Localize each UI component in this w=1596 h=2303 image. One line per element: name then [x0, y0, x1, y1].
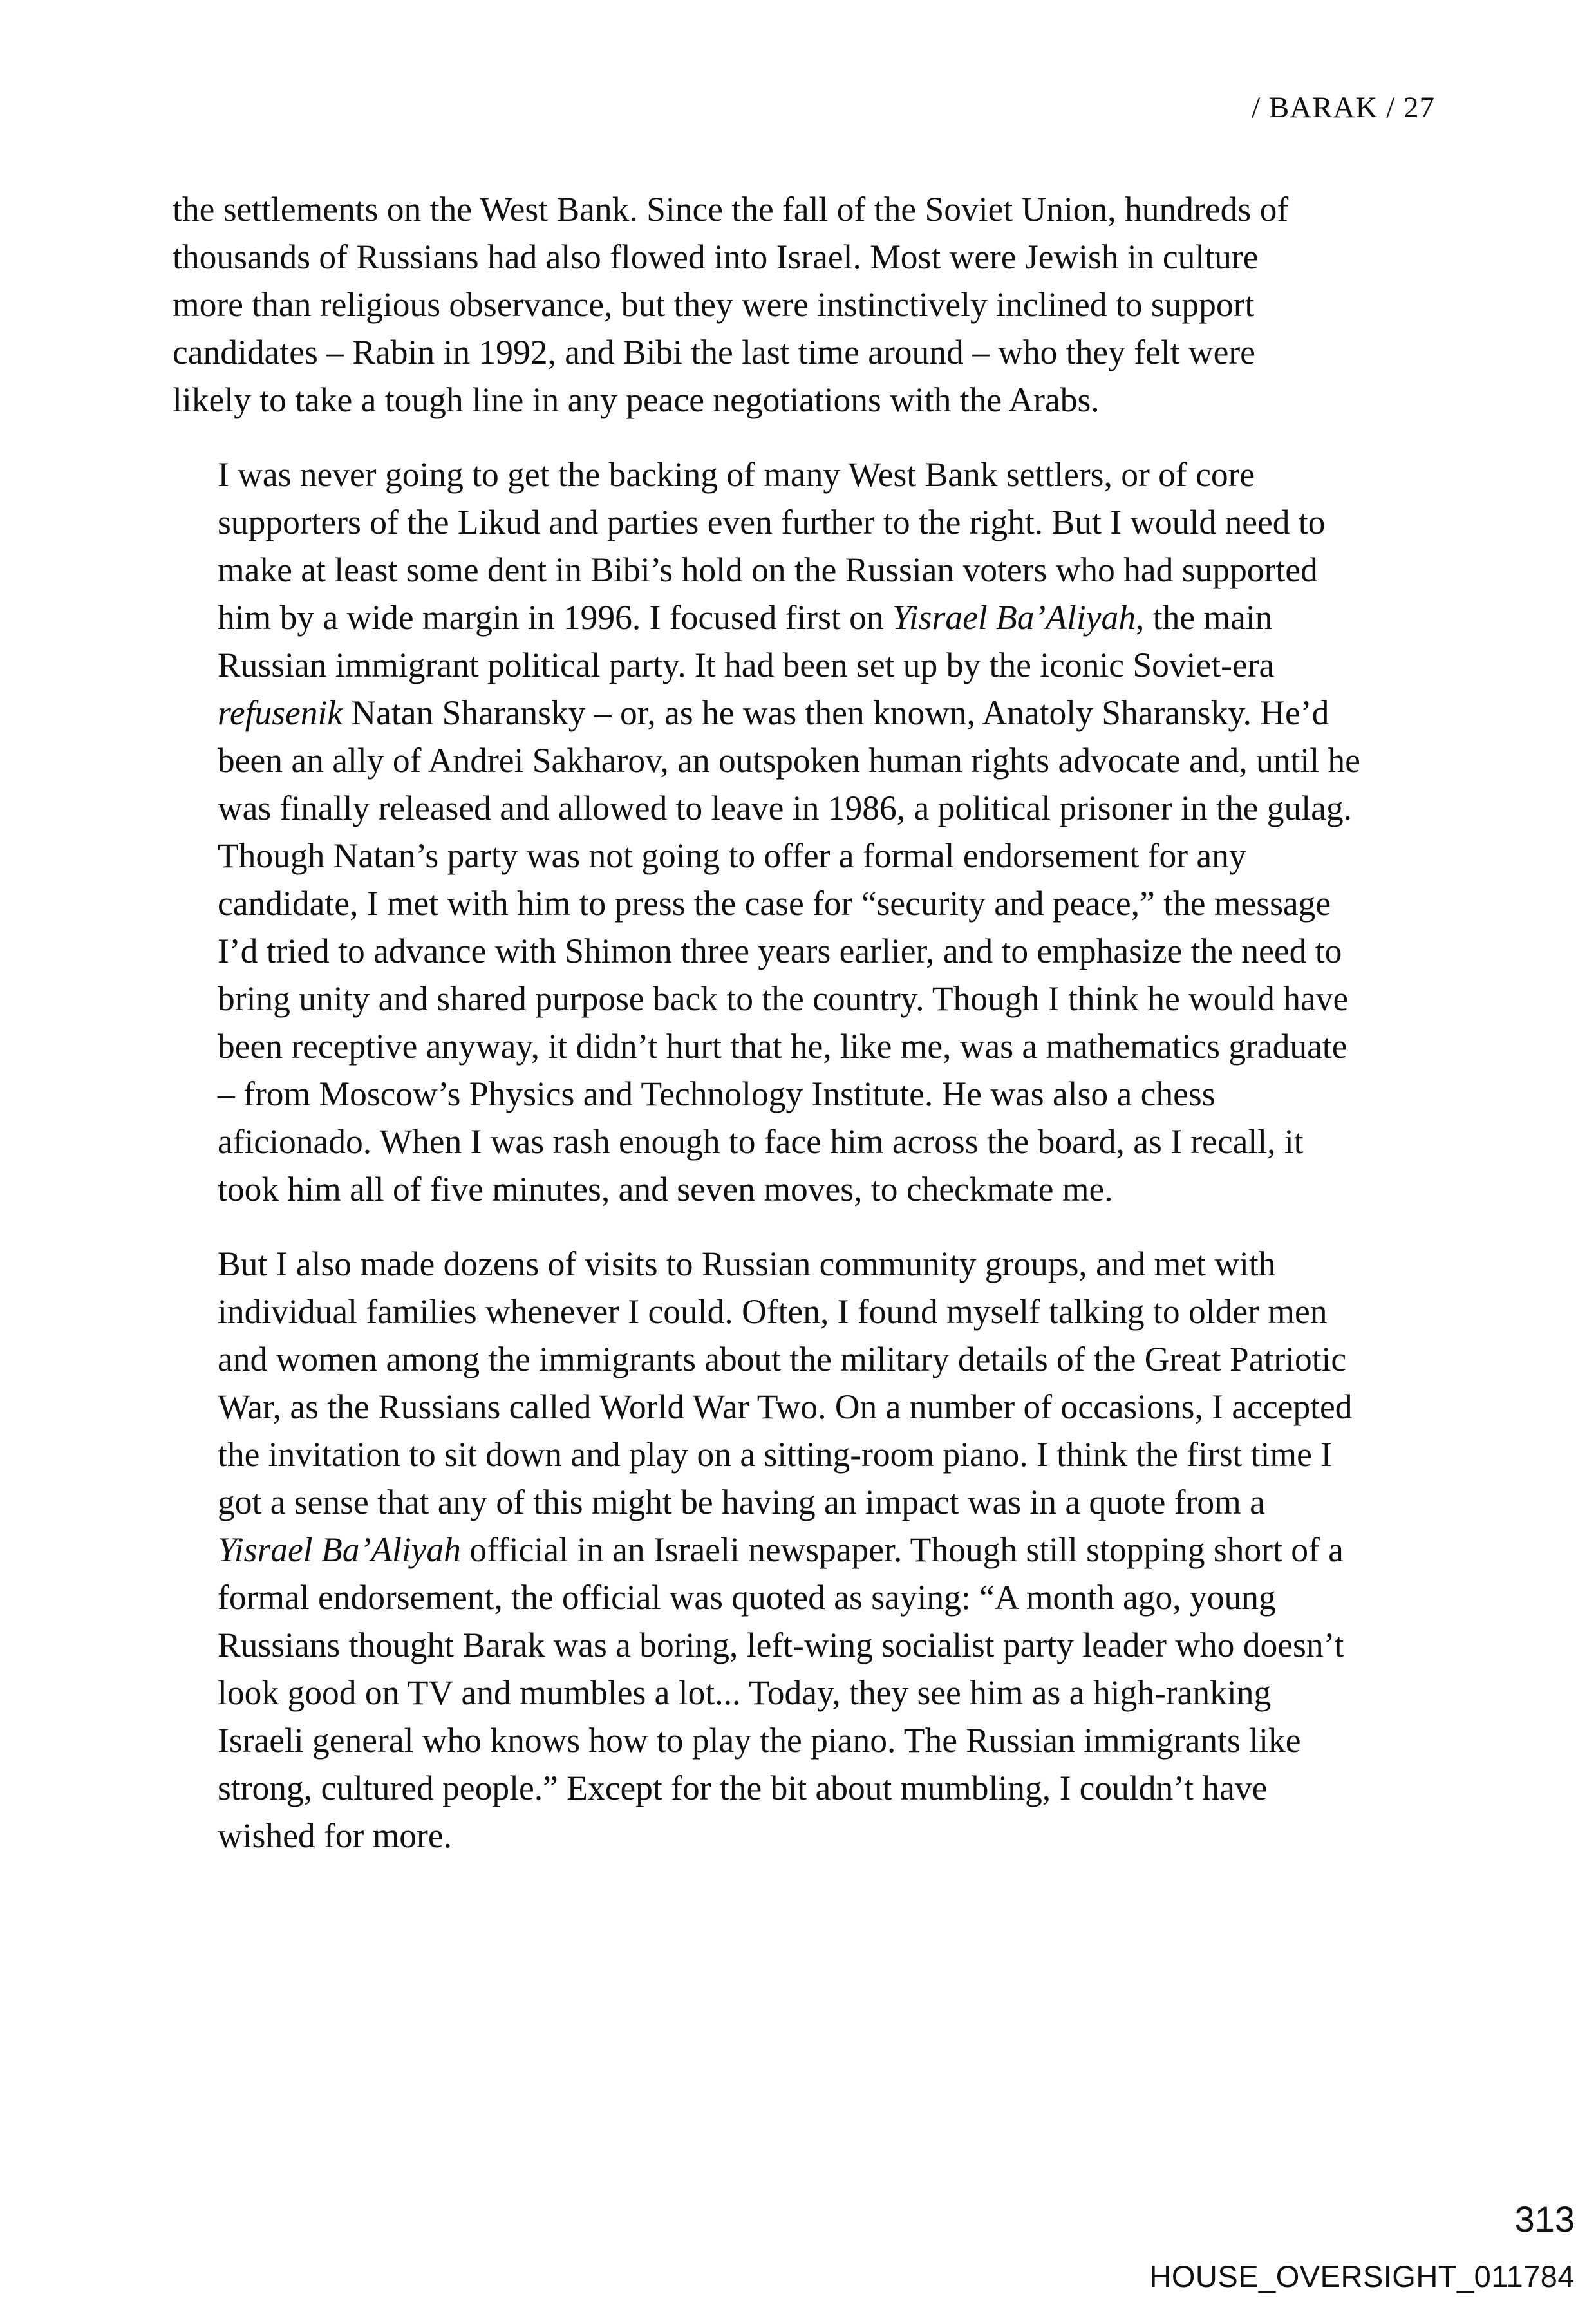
- text-line: the invitation to sit down and play on a sitting-room piano. I think the first time I: [218, 1435, 1333, 1474]
- text-line: individual families whenever I could. Often, I found myself talking to older men: [218, 1292, 1328, 1331]
- text-line: refusenik Natan Sharansky – or, as he was then known, Anatoly Sharansky. He’d: [218, 693, 1329, 732]
- page-number: 313: [1514, 2199, 1575, 2239]
- paragraph-2: [173, 451, 1434, 1213]
- text-line: and women among the immigrants about the military details of the Great Patriotic: [218, 1340, 1347, 1378]
- text-line: candidates – Rabin in 1992, and Bibi the last time around – who they felt were: [173, 333, 1255, 371]
- text-line: Israeli general who knows how to play the piano. The Russian immigrants like: [218, 1721, 1301, 1760]
- text-line: Yisrael Ba’Aliyah official in an Israeli newspaper. Though still stopping short of a: [218, 1530, 1344, 1569]
- text-line: aficionado. When I was rash enough to face him across the board, as I recall, it: [218, 1122, 1304, 1161]
- text-line: the settlements on the West Bank. Since the fall of the Soviet Union, hundreds of: [173, 190, 1289, 229]
- text-line: wished for more.: [218, 1816, 452, 1855]
- text-line: Russian immigrant political party. It had been set up by the iconic Soviet-era: [218, 646, 1275, 684]
- text-line: supporters of the Likud and parties even further to the right. But I would need to: [218, 503, 1326, 541]
- text-line: been receptive anyway, it didn’t hurt that he, like me, was a mathematics graduate: [218, 1027, 1347, 1066]
- text-line: But I also made dozens of visits to Russian community groups, and met with: [218, 1245, 1276, 1283]
- text-line: Russians thought Barak was a boring, left-wing socialist party leader who doesn’t: [218, 1626, 1344, 1664]
- text-line: more than religious observance, but they were instinctively inclined to support: [173, 285, 1255, 324]
- running-header: / BARAK / 27: [1252, 91, 1435, 124]
- text-line: got a sense that any of this might be having an impact was in a quote from a: [218, 1483, 1265, 1521]
- text-line: look good on TV and mumbles a lot... Today, they see him as a high-ranking: [218, 1673, 1272, 1712]
- italic-party-name: Yisrael Ba’Aliyah: [892, 598, 1136, 637]
- text-line: – from Moscow’s Physics and Technology Institute. He was also a chess: [218, 1075, 1216, 1113]
- text-line: I’d tried to advance with Shimon three years earlier, and to emphasize the need to: [218, 932, 1342, 970]
- text-line: make at least some dent in Bibi’s hold on the Russian voters who had supported: [218, 550, 1318, 589]
- paragraph-3: [173, 1240, 1434, 1859]
- text-line: was finally released and allowed to leave in 1986, a political prisoner in the gulag.: [218, 789, 1352, 827]
- text-line: been an ally of Andrei Sakharov, an outspoken human rights advocate and, until he: [218, 741, 1360, 780]
- paragraph-1: [173, 185, 1434, 424]
- italic-term: refusenik: [218, 693, 343, 732]
- text-line: likely to take a tough line in any peace negotiations with the Arabs.: [173, 381, 1100, 419]
- text-line: I was never going to get the backing of many West Bank settlers, or of core: [218, 455, 1255, 494]
- text-line: took him all of five minutes, and seven moves, to checkmate me.: [218, 1170, 1113, 1208]
- text-line: formal endorsement, the official was quoted as saying: “A month ago, young: [218, 1578, 1276, 1617]
- text-line: War, as the Russians called World War Two. On a number of occasions, I accepted: [218, 1387, 1353, 1426]
- text-line: strong, cultured people.” Except for the bit about mumbling, I couldn’t have: [218, 1769, 1268, 1807]
- text-line: candidate, I met with him to press the case for “security and peace,” the message: [218, 884, 1331, 923]
- italic-party-name: Yisrael Ba’Aliyah: [218, 1530, 461, 1569]
- text-line: him by a wide margin in 1996. I focused first on Yisrael Ba’Aliyah, the main: [218, 598, 1273, 637]
- bates-stamp: HOUSE_OVERSIGHT_011784: [1149, 2259, 1575, 2293]
- text-line: bring unity and shared purpose back to the country. Though I think he would have: [218, 979, 1349, 1018]
- text-line: thousands of Russians had also flowed into Israel. Most were Jewish in culture: [173, 238, 1259, 276]
- text-line: Though Natan’s party was not going to offer a formal endorsement for any: [218, 836, 1246, 875]
- body-text: [173, 185, 1434, 1886]
